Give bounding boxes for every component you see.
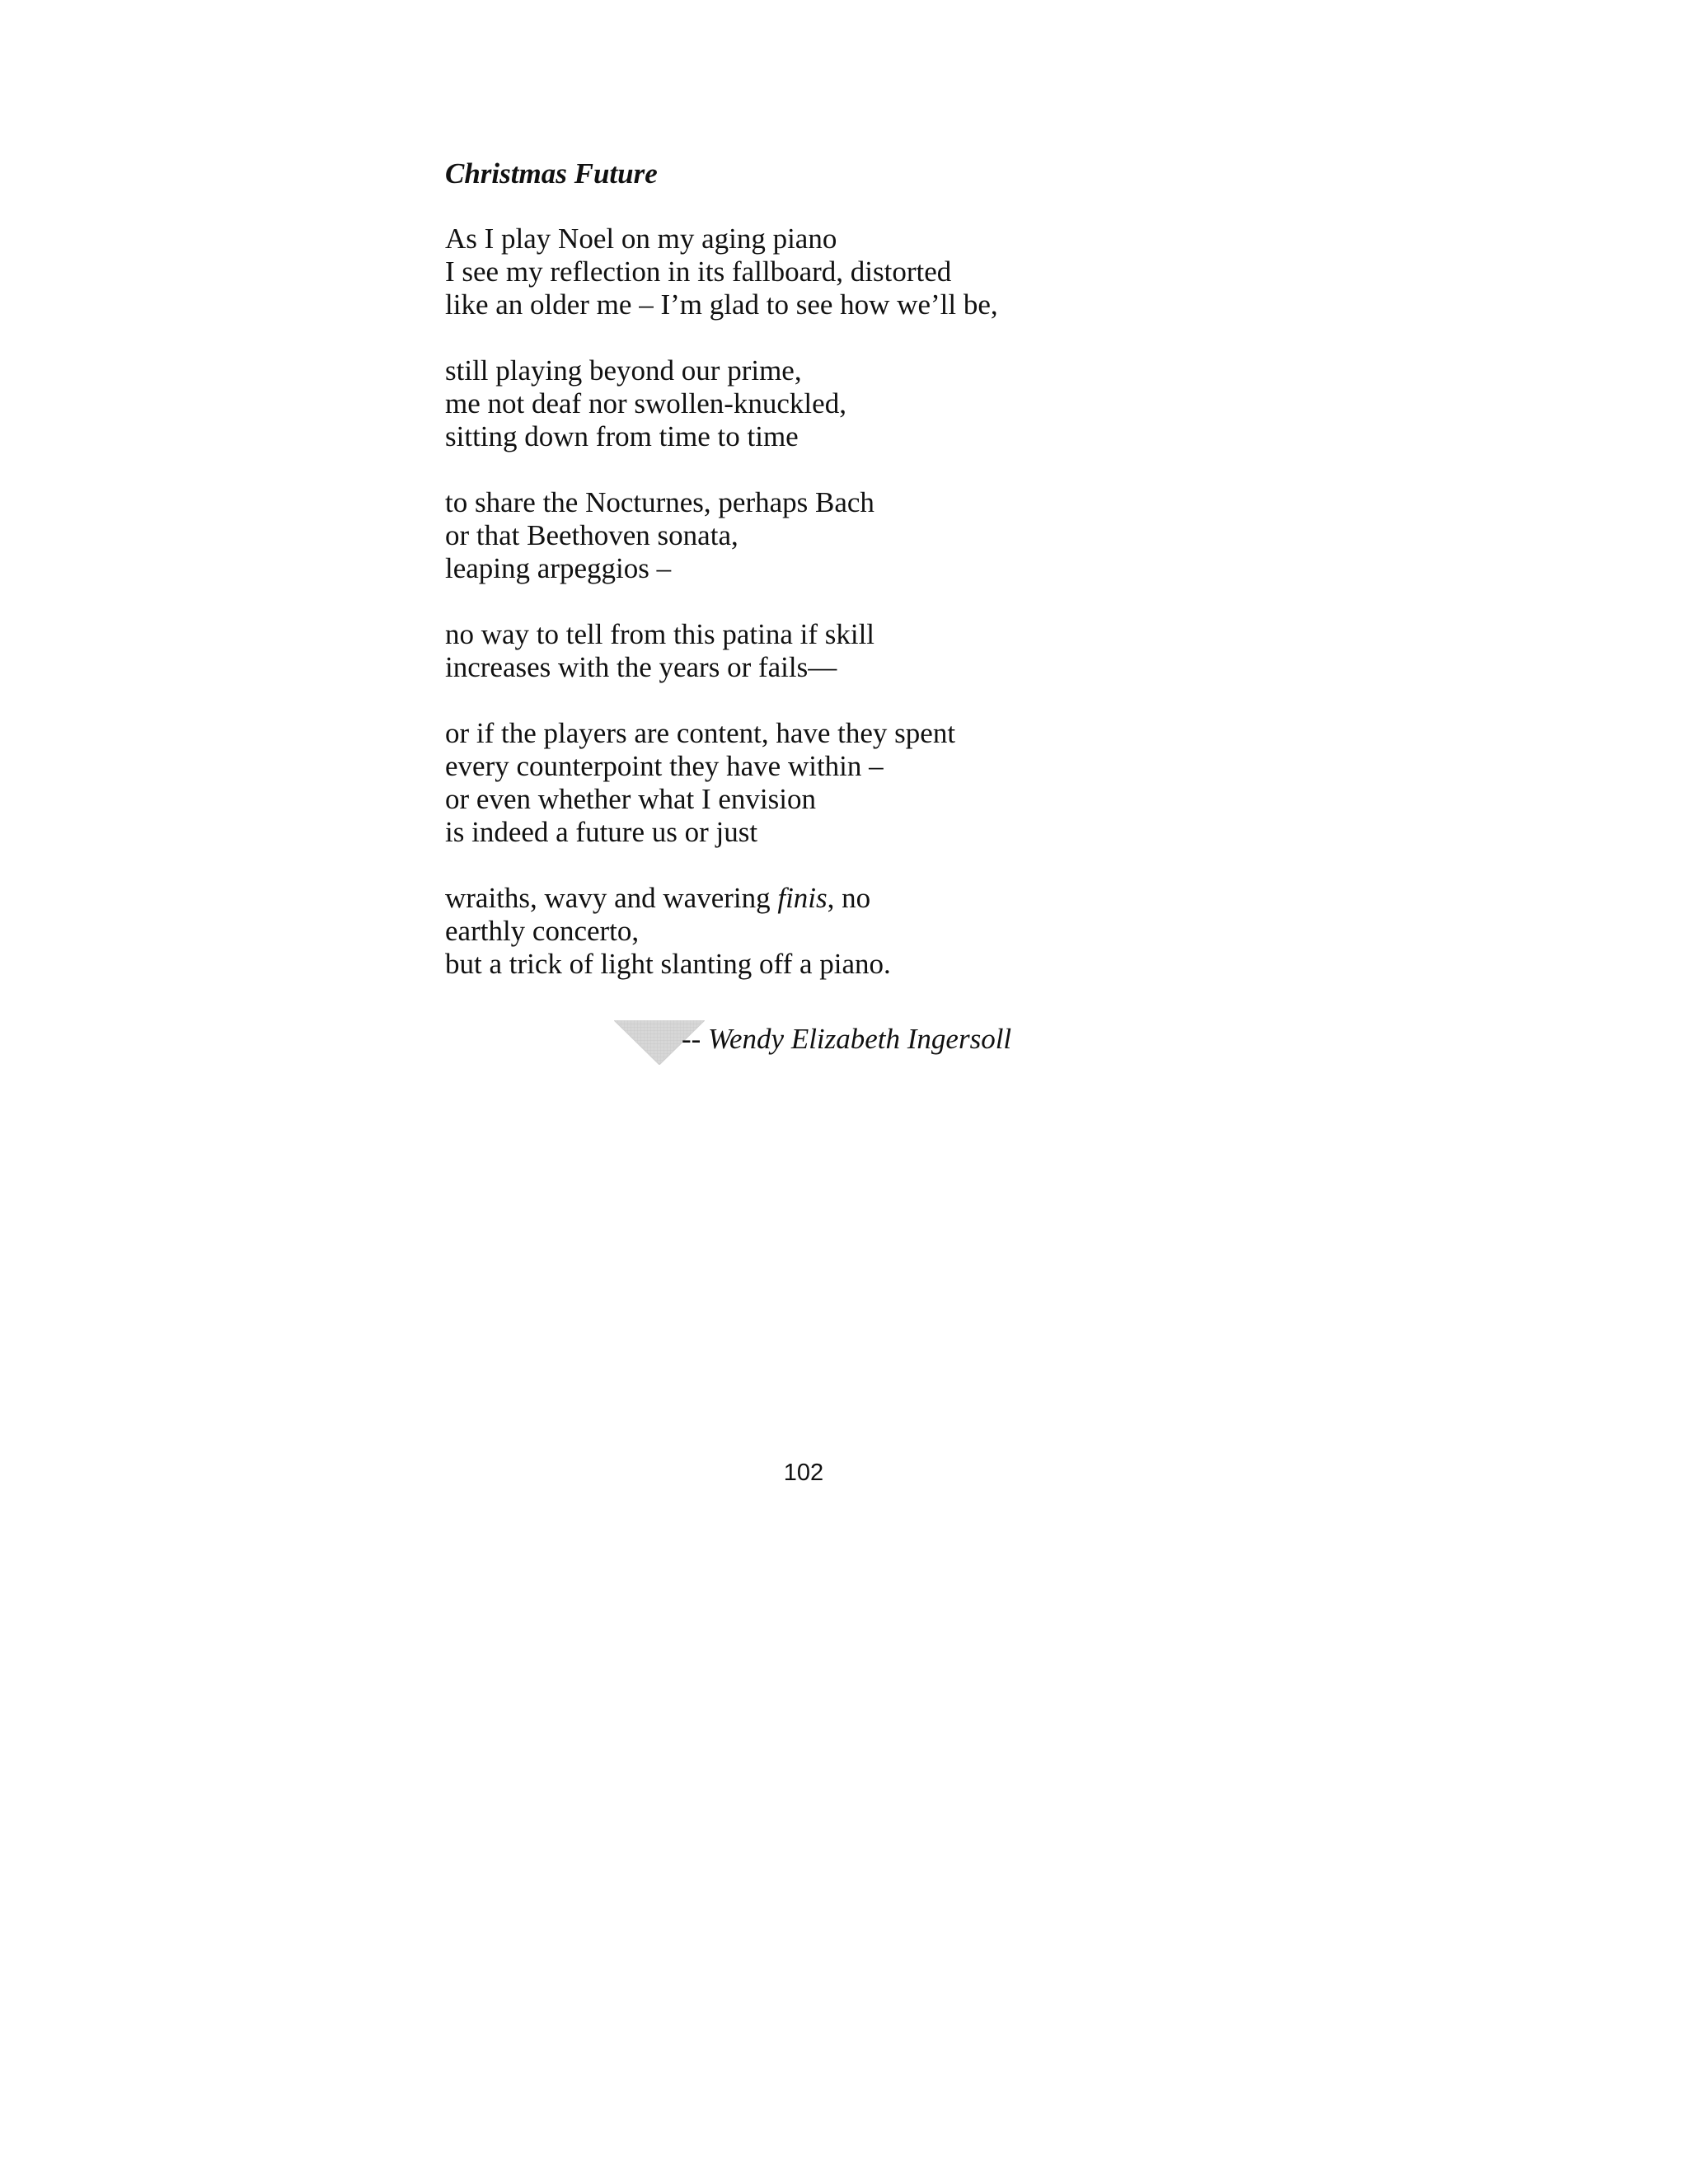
poem — [445, 157, 1187, 1014]
poem-line: every counterpoint they have within – — [445, 750, 884, 782]
poem-line: but a trick of light slanting off a piano. — [445, 948, 891, 980]
poem-line: or that Beethoven sonata, — [445, 519, 738, 551]
poem-line-with-italic — [445, 882, 1187, 915]
poem-line: earthly concerto, — [445, 915, 640, 947]
poem-attribution: -- Wendy Elizabeth Ingersoll — [682, 1023, 1012, 1055]
poem-line: to share the Nocturnes, perhaps Bach — [445, 486, 874, 518]
poem-line: As I play Noel on my aging piano — [445, 223, 837, 255]
italic-word: finis — [777, 882, 828, 914]
poem-line: is indeed a future us or just — [445, 816, 758, 848]
poem-line: sitting down from time to time — [445, 420, 799, 452]
poem-line: like an older me – I’m glad to see how we’ll be, — [445, 288, 998, 321]
attribution-row — [614, 1014, 1109, 1063]
poem-title: Christmas Future — [445, 157, 658, 190]
stanza-4 — [445, 618, 1187, 684]
page-number: 102 — [783, 1460, 824, 1486]
poem-line: no way to tell from this patina if skill — [445, 618, 875, 650]
poem-line-text: wraiths, wavy and wavering — [445, 882, 778, 914]
poem-line: or if the players are content, have they spent — [445, 717, 956, 749]
stanza-3 — [445, 486, 1187, 585]
poem-line: leaping arpeggios – — [445, 552, 672, 584]
stanza-6 — [445, 882, 1187, 981]
poem-line-text: , no — [827, 882, 871, 914]
poem-line: still playing beyond our prime, — [445, 354, 802, 387]
stanza-2 — [445, 354, 1187, 453]
stanza-5 — [445, 717, 1187, 849]
poem-line: or even whether what I envision — [445, 783, 816, 815]
poem-line: me not deaf nor swollen-knuckled, — [445, 387, 846, 419]
stanza-1 — [445, 223, 1187, 321]
poem-line: I see my reflection in its fallboard, distorted — [445, 255, 952, 288]
poem-line: increases with the years or fails— — [445, 651, 837, 683]
